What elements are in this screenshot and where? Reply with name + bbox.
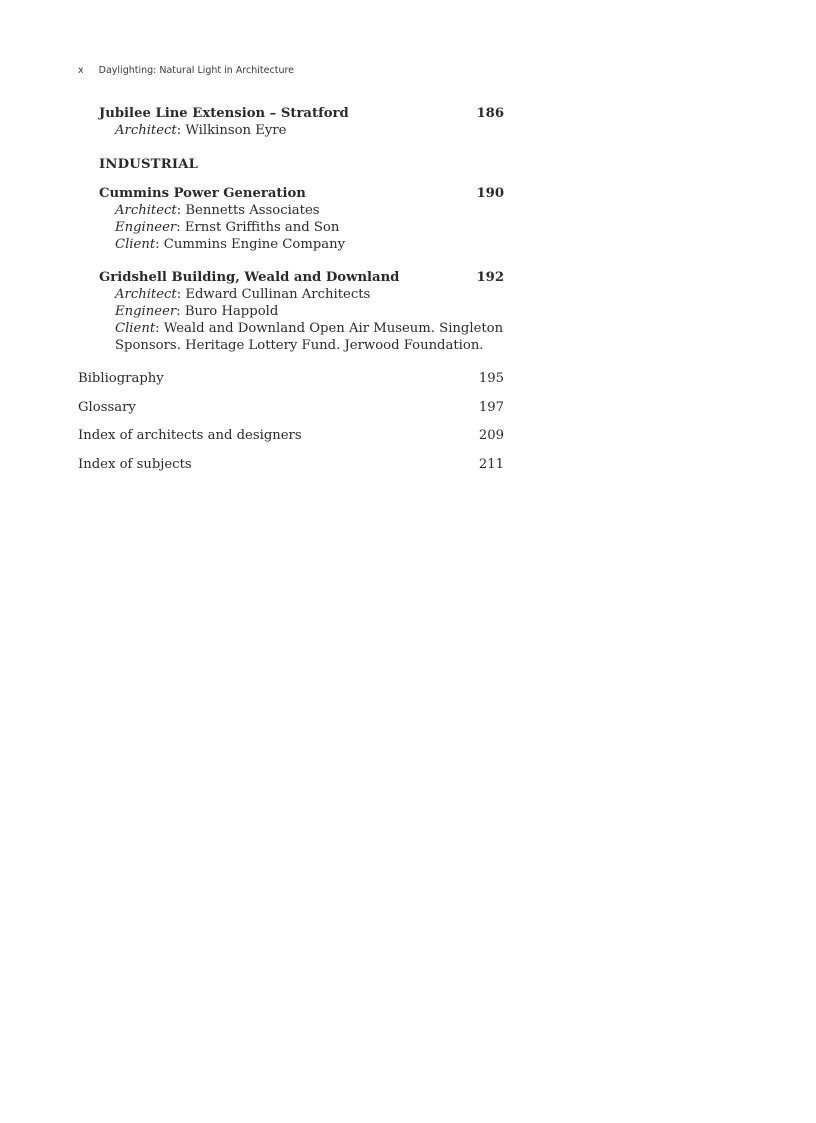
book-title: Daylighting: Natural Light in Architecture [98,65,295,76]
credit-value: : Buro Happold [176,304,279,319]
credit-client [115,236,504,253]
entry-page-number: 186 [476,106,504,121]
credit-architect [115,286,504,303]
entry-title: Gridshell Building, Weald and Downland [99,270,400,285]
table-of-contents [78,105,504,473]
entry-page-number: 190 [476,186,504,201]
credit-value: : Cummins Engine Company [155,237,346,252]
entry-page-number: 192 [476,270,504,285]
entry-title: Bibliography [78,371,164,386]
credit-role: Client [115,237,156,252]
credit-role: Engineer [115,304,177,319]
credit-value: : Weald and Downland Open Air Museum. Singleton [155,321,504,336]
entry-title: Jubilee Line Extension – Stratford [99,106,349,121]
credit-value: : Ernst Griffiths and Son [176,220,340,235]
toc-entry-cummins [99,185,504,253]
credit-value: : Wilkinson Eyre [176,123,287,138]
credit-client [115,320,504,337]
page-number: x [78,65,84,76]
credit-role: Client [115,321,156,336]
section-heading: INDUSTRIAL [99,157,199,172]
credit-role: Architect [115,123,177,138]
entry-page-number: 197 [478,399,504,415]
running-header [78,65,294,76]
entry-title: Index of subjects [78,456,192,472]
credit-architect [115,122,504,139]
entry-title: Cummins Power Generation [99,186,306,201]
credit-value: : Edward Cullinan Architects [176,287,371,302]
toc-entry-glossary [78,399,504,416]
credit-role: Engineer [115,220,177,235]
toc-entry-gridshell [99,269,504,354]
toc-entry-index-subjects [78,456,504,473]
credit-engineer [115,219,504,236]
credit-architect [115,202,504,219]
entry-page-number: 195 [478,371,504,386]
credit-engineer [115,303,504,320]
entry-title: Index of architects and designers [78,428,302,443]
entry-page-number: 209 [478,428,504,443]
back-matter-list [78,370,504,473]
entry-title: Glossary [78,399,136,415]
credit-role: Architect [115,203,177,218]
toc-entry-index-architects [78,427,504,444]
credit-value: : Bennetts Associates [176,203,320,218]
toc-entry-jubilee-line [99,105,504,139]
toc-entry-bibliography [78,370,504,387]
credit-role: Architect [115,287,177,302]
entry-page-number: 211 [478,456,504,472]
credit-sponsors: Sponsors. Heritage Lottery Fund. Jerwood Foundation. [115,338,484,353]
